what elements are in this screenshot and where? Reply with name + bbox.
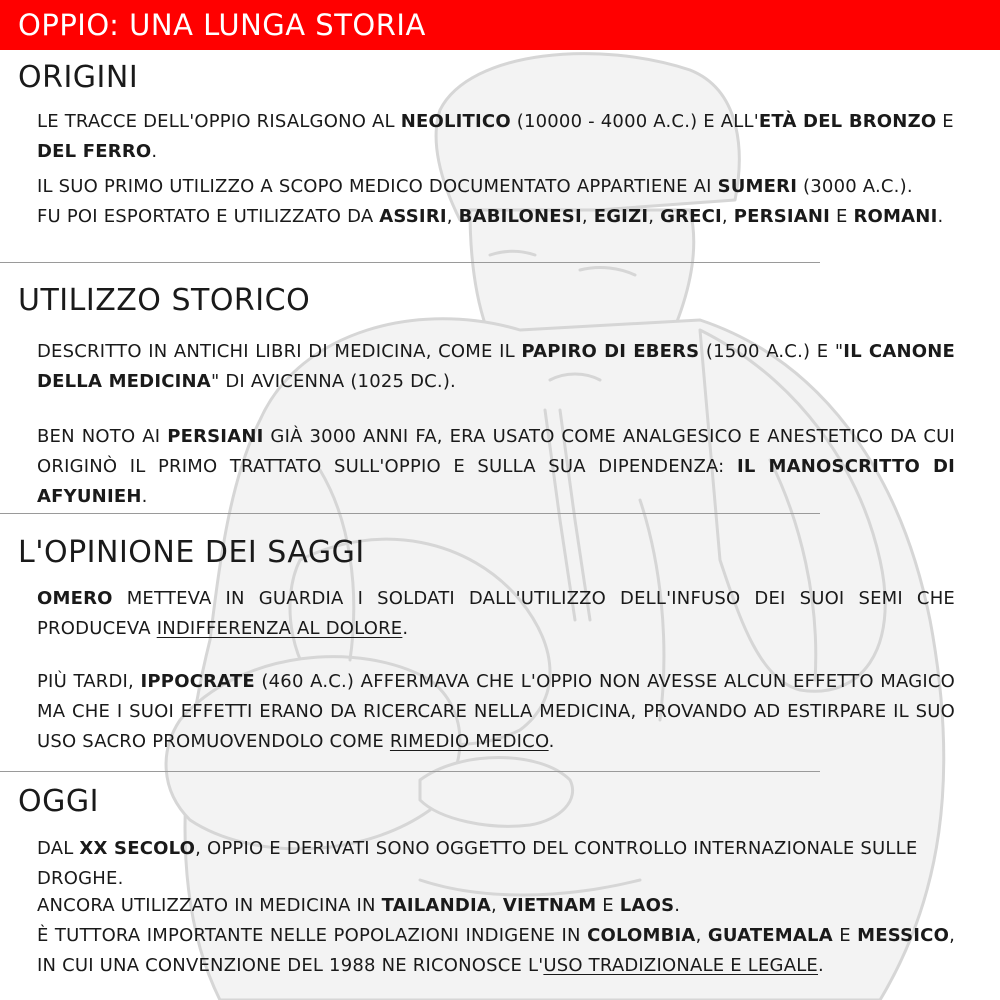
paragraph: [37, 584, 955, 644]
text-run: ,: [721, 206, 734, 227]
section-heading-opinione-dei-saggi: L'OPINIONE DEI SAGGI: [18, 535, 365, 570]
text-run: DESCRITTO IN ANTICHI LIBRI DI MEDICINA, COME IL: [37, 341, 522, 362]
bold-term: IL CANONE DELLA MEDICINA: [37, 341, 955, 392]
text-run: ,: [695, 925, 708, 946]
bold-term: TAILANDIA: [381, 895, 491, 916]
bold-term: IL MANOSCRITTO DI AFYUNIEH: [37, 456, 956, 507]
underlined-term: RIMEDIO MEDICO: [389, 731, 549, 752]
bold-term: ASSIRI: [379, 206, 447, 227]
text-run: E: [830, 206, 854, 227]
text-run: .: [141, 486, 148, 507]
text-run: ,: [648, 206, 661, 227]
underlined-term: INDIFFERENZA AL DOLORE: [156, 618, 403, 639]
section-heading-oggi: OGGI: [18, 784, 99, 819]
bold-term: COLOMBIA: [587, 925, 696, 946]
section-heading-utilizzo-storico: UTILIZZO STORICO: [18, 283, 311, 318]
section-divider: [0, 262, 820, 263]
bold-term: EGIZI: [593, 206, 649, 227]
paragraph: [37, 667, 955, 757]
text-run: METTEVA IN GUARDIA I SOLDATI DALL'UTILIZZO DELL'INFUSO DEI SUOI SEMI CHE PRODUCEVA: [37, 588, 955, 639]
text-run: (10000 - 4000 A.C.) E ALL': [510, 111, 759, 132]
bold-term: PERSIANI: [733, 206, 831, 227]
text-run: PIÙ TARDI,: [37, 671, 141, 692]
paragraph: [37, 172, 955, 202]
text-run: E: [596, 895, 620, 916]
bold-term: PERSIANI: [167, 426, 264, 447]
text-run: GIÀ 3000 ANNI FA, ERA USATO COME ANALGESICO E ANESTETICO DA CUI ORIGINÒ IL PRIMO TRATTATO SULL'OPPIO E SULLA SUA DIPENDENZA:: [37, 426, 955, 477]
bold-term: ROMANI: [853, 206, 938, 227]
paragraph: [37, 107, 955, 167]
text-run: , IN CUI UNA CONVENZIONE DEL 1988 NE RICONOSCE L': [37, 925, 955, 976]
paragraph: [37, 921, 955, 981]
text-run: .: [548, 731, 555, 752]
text-run: ,: [446, 206, 459, 227]
bold-term: OMERO: [37, 588, 113, 609]
bold-term: ETÀ DEL BRONZO: [758, 111, 937, 132]
bold-term: XX SECOLO: [79, 838, 196, 859]
bold-term: NEOLITICO: [400, 111, 511, 132]
bold-term: IPPOCRATE: [140, 671, 255, 692]
text-run: E: [936, 111, 954, 132]
bold-term: LAOS: [619, 895, 675, 916]
paragraph: [37, 202, 955, 232]
section-divider: [0, 771, 820, 772]
underlined-term: USO TRADIZIONALE E LEGALE: [543, 955, 819, 976]
text-run: .: [151, 141, 158, 162]
text-run: .: [402, 618, 409, 639]
text-run: " DI AVICENNA (1025 DC.).: [210, 371, 456, 392]
title-bar: [0, 0, 1000, 50]
bold-term: MESSICO: [857, 925, 950, 946]
bold-term: GUATEMALA: [707, 925, 833, 946]
text-run: (1500 A.C.) E ": [699, 341, 844, 362]
text-run: BEN NOTO AI: [37, 426, 168, 447]
text-run: ,: [491, 895, 503, 916]
bold-term: GRECI: [660, 206, 722, 227]
text-run: LE TRACCE DELL'OPPIO RISALGONO AL: [37, 111, 401, 132]
text-run: , OPPIO E DERIVATI SONO OGGETTO DEL CONTROLLO INTERNAZIONALE SULLE DROGHE.: [37, 838, 918, 889]
text-run: ,: [581, 206, 594, 227]
text-run: DAL: [37, 838, 80, 859]
text-run: E: [832, 925, 858, 946]
bold-term: SUMERI: [717, 176, 798, 197]
page-title: OPPIO: UNA LUNGA STORIA: [18, 8, 426, 42]
bold-term: PAPIRO DI EBERS: [521, 341, 700, 362]
text-run: (460 A.C.) AFFERMAVA CHE L'OPPIO NON AVESSE ALCUN EFFETTO MAGICO MA CHE I SUOI EFFETTI ERANO DA RICERCARE NELLA MEDICINA, PROVANDO AD ESTIRPARE IL SUO USO SACRO PROMUOVENDOLO COME: [37, 671, 955, 752]
text-run: FU POI ESPORTATO E UTILIZZATO DA: [37, 206, 380, 227]
text-run: IL SUO PRIMO UTILIZZO A SCOPO MEDICO DOCUMENTATO APPARTIENE AI: [37, 176, 718, 197]
text-run: È TUTTORA IMPORTANTE NELLE POPOLAZIONI INDIGENE IN: [37, 925, 588, 946]
paragraph: [37, 834, 955, 894]
bold-term: DEL FERRO: [37, 141, 152, 162]
bold-term: BABILONESI: [458, 206, 582, 227]
bold-term: VIETNAM: [502, 895, 597, 916]
text-run: .: [818, 955, 824, 976]
text-run: ANCORA UTILIZZATO IN MEDICINA IN: [37, 895, 382, 916]
paragraph: [37, 422, 955, 512]
paragraph: [37, 337, 955, 397]
text-run: (3000 A.C.).: [797, 176, 913, 197]
paragraph: [37, 891, 955, 921]
section-heading-origini: ORIGINI: [18, 60, 139, 95]
section-divider: [0, 513, 820, 514]
text-run: .: [674, 895, 681, 916]
text-run: .: [937, 206, 944, 227]
